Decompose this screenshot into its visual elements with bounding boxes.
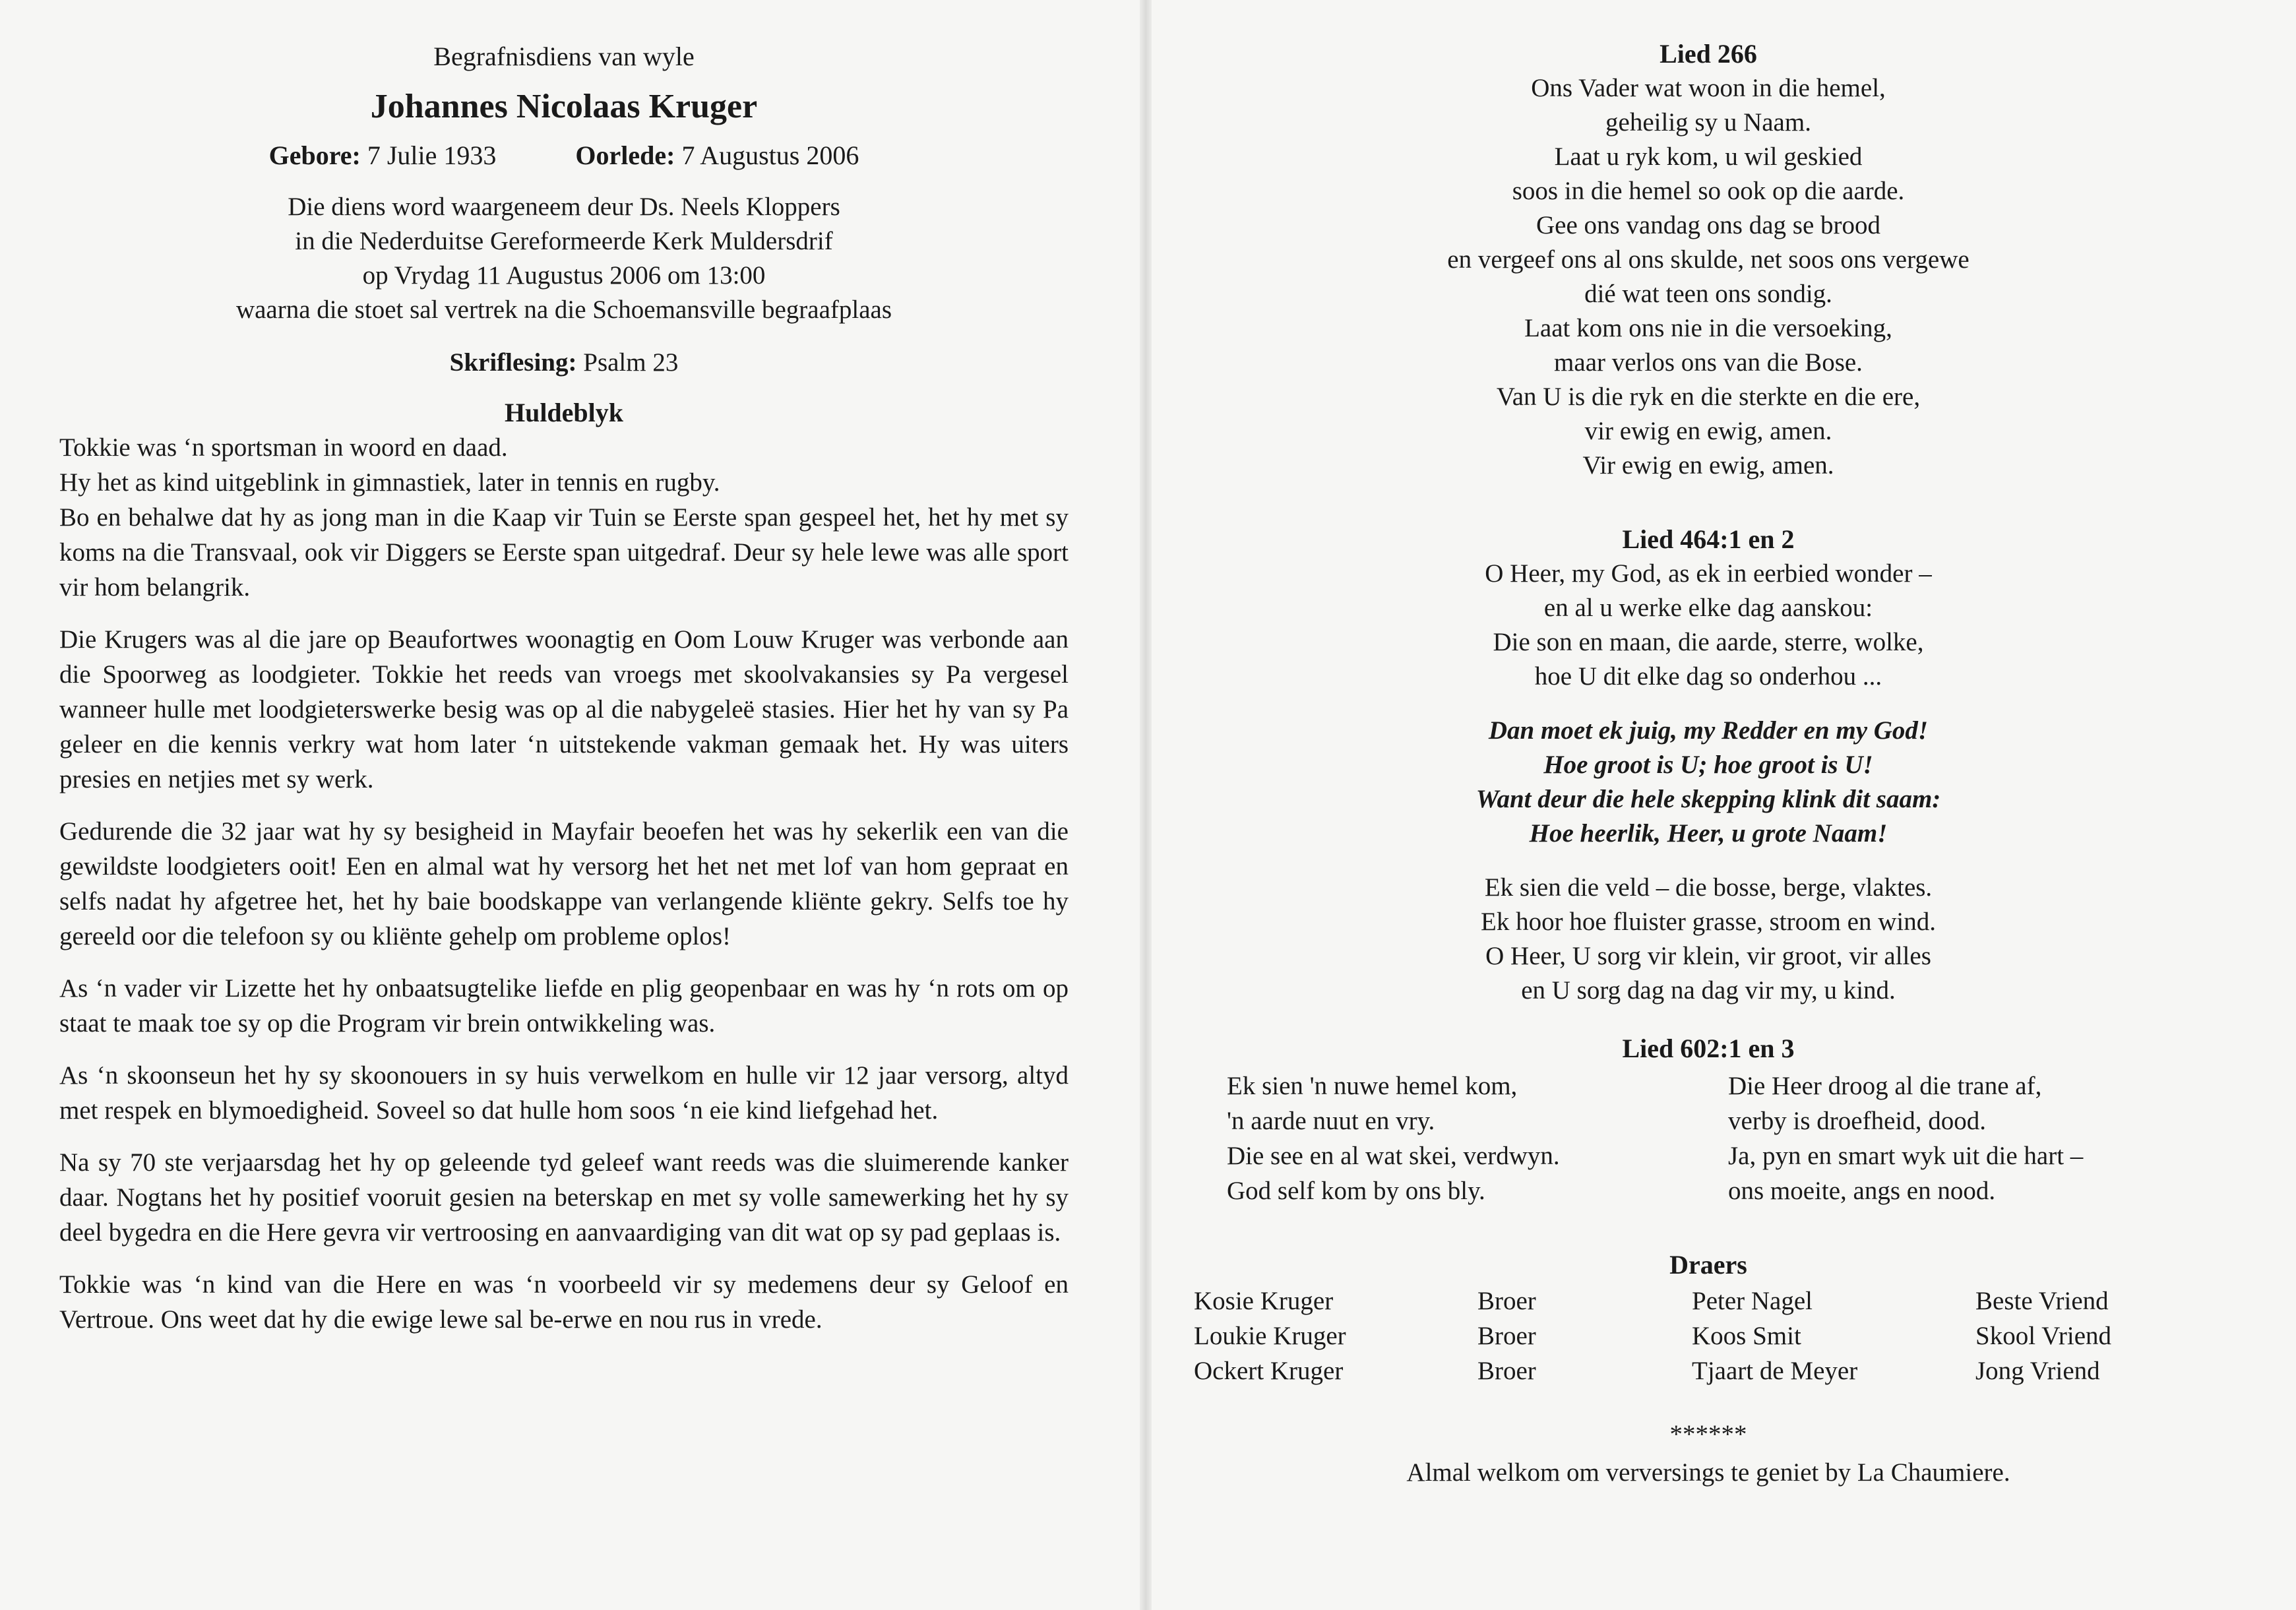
service-line: waarna die stoet sal vertrek na die Schoemansville begraafplaas <box>235 295 892 324</box>
reading-label: Skriflesing: <box>449 348 577 377</box>
lyric-line: en al u werke elke dag aanskou: <box>1543 594 1873 622</box>
right-column <box>1194 37 2210 1490</box>
lyric-line: Vir ewig en ewig, amen. <box>1582 451 1834 480</box>
lyric-line: verby is droefheid, dood. <box>1728 1107 1986 1135</box>
service-line: op Vrydag 11 Augustus 2006 om 13:00 <box>362 261 766 290</box>
born-value: 7 Julie 1933 <box>367 140 497 170</box>
service-info <box>59 190 1069 327</box>
lyric-line: Laat u ryk kom, u wil geskied <box>1554 142 1863 171</box>
dates-line <box>59 139 1069 173</box>
died-value: 7 Augustus 2006 <box>681 140 859 170</box>
tribute-line: Tokkie was ‘n sportsman in woord en daad. <box>59 433 508 462</box>
bearer-name: Peter Nagel <box>1692 1287 1813 1315</box>
lyric-line: God self kom by ons bly. <box>1227 1177 1485 1205</box>
bearer-relation: Jong Vriend <box>1975 1357 2100 1385</box>
lyric-line: Ons Vader wat woon in die hemel, <box>1531 74 1886 102</box>
lyric-line: vir ewig en ewig, amen. <box>1584 417 1832 445</box>
lyric-line: dié wat teen ons sondig. <box>1584 280 1832 308</box>
died-label: Oorlede: <box>575 140 675 170</box>
chorus-line: Hoe groot is U; hoe groot is U! <box>1543 751 1873 779</box>
page-fold <box>1140 0 1152 1610</box>
reading-value: Psalm 23 <box>583 348 679 377</box>
chorus-line: Dan moet ek juig, my Redder en my God! <box>1488 716 1929 745</box>
lyric-line: Gee ons vandag ons dag se brood <box>1536 211 1881 239</box>
bearers-heading: Draers <box>1669 1250 1747 1280</box>
bearer-name: Loukie Kruger <box>1194 1322 1346 1350</box>
lyric-line: Van U is die ryk en die sterkte en die ere, <box>1496 383 1921 411</box>
lyric-line: maar verlos ons van die Bose. <box>1554 348 1863 377</box>
table-row <box>1194 1284 2173 1318</box>
lyric-line: 'n aarde nuut en vry. <box>1227 1107 1435 1135</box>
hymn-464-verse-1 <box>1207 557 2210 694</box>
left-column <box>59 40 1069 1354</box>
chorus-line: Hoe heerlik, Heer, u grote Naam! <box>1529 819 1888 848</box>
bearer-relation: Broer <box>1477 1322 1536 1350</box>
lyric-line: Laat kom ons nie in die versoeking, <box>1524 314 1892 342</box>
service-line: in die Nederduitse Gereformeerde Kerk Muldersdrif <box>295 227 833 255</box>
hymn-602-lyrics <box>1207 1068 2210 1208</box>
tribute-paragraph: Tokkie was ‘n kind van die Here en was ‘n voorbeeld vir sy medemens deur sy Geloof en Vertroue. Ons weet dat hy die ewige lewe sal be-erwe en nou rus in vrede. <box>59 1270 1069 1334</box>
bearer-relation: Beste Vriend <box>1975 1287 2109 1315</box>
table-row <box>1194 1353 2173 1388</box>
closing-note: Almal welkom om verversings te geniet by La Chaumiere. <box>1406 1458 2010 1487</box>
hymn-602-verse-3 <box>1728 1068 2190 1208</box>
service-line: Die diens word waargeneem deur Ds. Neels Kloppers <box>288 193 840 221</box>
lyric-line: hoe U dit elke dag so onderhou ... <box>1534 662 1882 691</box>
lyric-line: O Heer, U sorg vir klein, vir groot, vir alles <box>1485 942 1931 970</box>
lyric-line: Ek sien 'n nuwe hemel kom, <box>1227 1072 1518 1100</box>
tribute-paragraph: Gedurende die 32 jaar wat hy sy besigheid in Mayfair beoefen het was hy sekerlik een van die gewildste loodgieters ooit! Een en almal wat hy versorg het het net met lof van hom gepraat en selfs nadat hy afgetree het, het hy baie boodskappe van verlangende kliënte gekry. Selfs toe hy gereeld oor die telefoon sy ou kliënte gehelp om probleme oplos! <box>59 817 1069 950</box>
tribute-paragraph: Na sy 70 ste verjaarsdag het hy op geleende tyd geleef want reeds was die sluimerende kanker daar. Nogtans het hy positief vooruit gesien na beterskap en met sy volle samewerking het hy sy deel bygedra en die Here gevra vir vertroosing en aanvaardiging van dit wat op sy pad geplaas is. <box>59 1148 1069 1247</box>
tribute-paragraph: As ‘n vader vir Lizette het hy onbaatsugtelike liefde en plig geopenbaar en was hy ‘n rots om op staat te maak toe sy op die Program vir brein ontwikkeling was. <box>59 974 1069 1037</box>
hymn-602-title: Lied 602:1 en 3 <box>1622 1034 1795 1063</box>
hymn-266-lyrics <box>1207 71 2210 483</box>
tribute-line: Hy het as kind uitgeblink in gimnastiek, later in tennis en rugby. <box>59 468 720 497</box>
bearer-relation: Broer <box>1477 1357 1536 1385</box>
intro-text: Begrafnisdiens van wyle <box>433 42 695 71</box>
table-row <box>1194 1318 2173 1353</box>
separator-stars: ****** <box>1669 1420 1747 1448</box>
bearer-relation: Broer <box>1477 1287 1536 1315</box>
deceased-name: Johannes Nicolaas Kruger <box>370 88 758 125</box>
lyric-line: en vergeef ons al ons skulde, net soos ons vergewe <box>1447 245 1970 274</box>
lyric-line: soos in die hemel so ook op die aarde. <box>1512 177 1905 205</box>
lyric-line: Ek sien die veld – die bosse, berge, vlaktes. <box>1484 873 1933 902</box>
lyric-line: Ja, pyn en smart wyk uit die hart – <box>1728 1142 2084 1170</box>
bearer-relation: Skool Vriend <box>1975 1322 2112 1350</box>
lyric-line: Die Heer droog al die trane af, <box>1728 1072 2042 1100</box>
tribute-paragraph: Die Krugers was al die jare op Beaufortwes woonagtig en Oom Louw Kruger was verbonde aan die Spoorweg as loodgieter. Tokkie het reeds van vroegs met skoolvakansies sy Pa vergesel wanneer hulle met loodgieterswerke besig was op al die nabygeleë stasies. Hier het hy van sy Pa geleer en die kennis verkry wat hom later ‘n uitstekende vakman gemaak het. Hy was uiters presies en netjies met sy werk. <box>59 625 1069 793</box>
hymn-464-title: Lied 464:1 en 2 <box>1622 524 1795 554</box>
lyric-line: Die see en al wat skei, verdwyn. <box>1227 1142 1560 1170</box>
hymn-464-chorus <box>1207 714 2210 851</box>
scripture-reading <box>59 346 1069 380</box>
tribute-paragraph: As ‘n skoonseun het hy sy skoonouers in sy huis verwelkom en hulle vir 12 jaar versorg, altyd met respek en blymoedigheid. Soveel so dat hulle hom soos ‘n eie kind liefgehad het. <box>59 1061 1069 1125</box>
hymn-464-verse-2 <box>1207 871 2210 1008</box>
lyric-line: en U sorg dag na dag vir my, u kind. <box>1521 976 1896 1005</box>
lyric-line: Ek hoor hoe fluister grasse, stroom en wind. <box>1481 908 1936 936</box>
tribute-heading: Huldeblyk <box>504 398 624 427</box>
lyric-line: ons moeite, angs en nood. <box>1728 1177 1996 1205</box>
bearer-name: Kosie Kruger <box>1194 1287 1334 1315</box>
bearers-table <box>1194 1284 2173 1388</box>
hymn-602-verse-1 <box>1207 1068 1728 1208</box>
bearer-name: Tjaart de Meyer <box>1692 1357 1858 1385</box>
hymn-266-title: Lied 266 <box>1660 39 1757 69</box>
born-label: Gebore: <box>268 140 361 170</box>
lyric-line: O Heer, my God, as ek in eerbied wonder – <box>1485 559 1932 588</box>
bearer-name: Koos Smit <box>1692 1322 1801 1350</box>
lyric-line: geheilig sy u Naam. <box>1605 108 1811 137</box>
chorus-line: Want deur die hele skepping klink dit saam: <box>1475 785 1941 813</box>
tribute-paragraph: Bo en behalwe dat hy as jong man in die Kaap vir Tuin se Eerste span gespeel het, het hy met sy koms na die Transvaal, ook vir Diggers se Eerste span uitgedraf. Deur sy hele lewe was alle sport vir hom belangrik. <box>59 503 1069 602</box>
lyric-line: Die son en maan, die aarde, sterre, wolke, <box>1493 628 1924 656</box>
bearer-name: Ockert Kruger <box>1194 1357 1344 1385</box>
